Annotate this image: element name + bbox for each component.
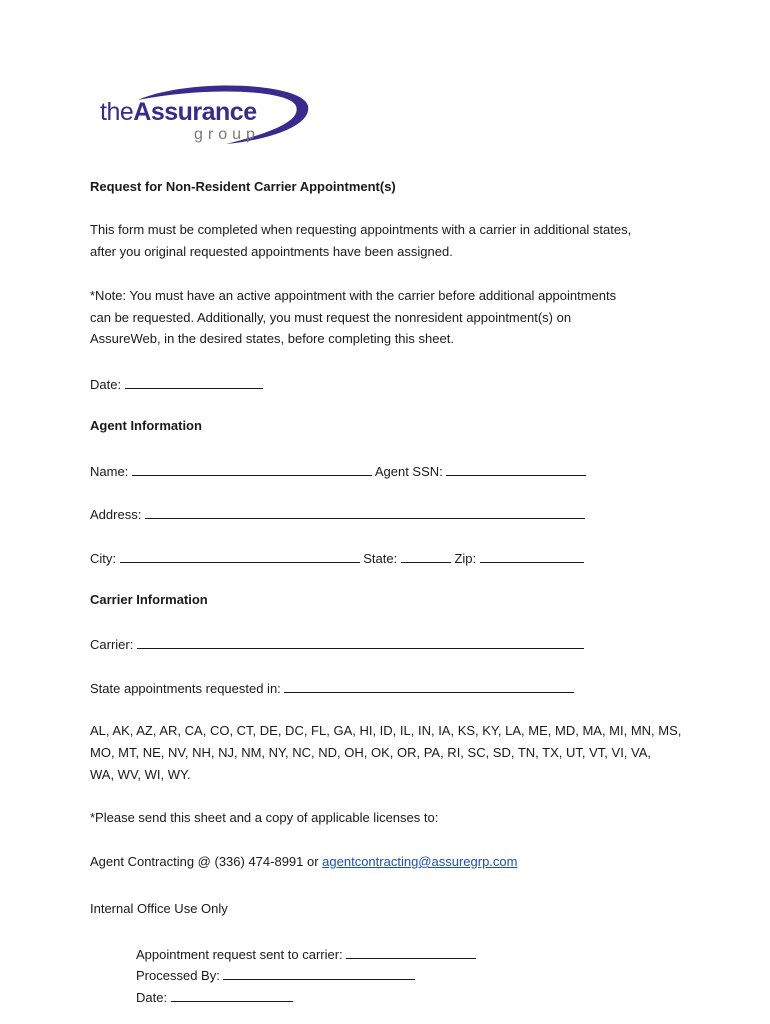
contact-row: [90, 854, 517, 870]
date-row: [90, 375, 263, 393]
appointment-sent-row: [136, 945, 476, 963]
city-row: [90, 549, 584, 567]
state-appointments-field[interactable]: [284, 679, 574, 693]
carrier-label: Carrier:: [90, 637, 134, 652]
ssn-field[interactable]: [446, 462, 586, 476]
contact-prefix: Agent Contracting @ (336) 474-8991 or: [90, 854, 323, 869]
states-line-2: MO, MT, NE, NV, NH, NJ, NM, NY, NC, ND, OH, OK, OR, PA, RI, SC, SD, TN, TX, UT, VT, VI, VA,: [90, 745, 652, 760]
intro-line-1: This form must be completed when requesting appointments with a carrier in additional states,: [90, 222, 632, 237]
date-field[interactable]: [125, 375, 263, 389]
carrier-row: [90, 635, 584, 653]
contact-email-link[interactable]: agentcontracting@assuregrp.com: [322, 854, 518, 869]
appointment-sent-field[interactable]: [346, 945, 476, 959]
ssn-label: Agent SSN:: [374, 464, 443, 479]
processed-by-row: [136, 966, 415, 984]
form-title: Request for Non-Resident Carrier Appointment(s): [90, 179, 396, 194]
name-field[interactable]: [132, 462, 372, 476]
states-line-1: AL, AK, AZ, AR, CA, CO, CT, DE, DC, FL, GA, HI, ID, IL, IN, IA, KS, KY, LA, ME, MD, MA, MI, MN, MS,: [90, 723, 682, 738]
internal-date-label: Date:: [136, 990, 168, 1005]
intro-line-2: after you original requested appointments have been assigned.: [90, 244, 453, 259]
processed-by-label: Processed By:: [136, 968, 220, 983]
note-line-3: AssureWeb, in the desired states, before completing this sheet.: [90, 331, 454, 346]
carrier-field[interactable]: [137, 635, 584, 649]
processed-by-field[interactable]: [223, 966, 415, 980]
zip-label: Zip:: [454, 551, 477, 566]
internal-date-field[interactable]: [171, 988, 293, 1002]
date-label: Date:: [90, 377, 122, 392]
address-label: Address:: [90, 507, 142, 522]
address-field[interactable]: [145, 505, 585, 519]
state-field[interactable]: [401, 549, 451, 563]
state-label: State:: [363, 551, 398, 566]
agent-section-heading: Agent Information: [90, 418, 202, 433]
appointment-sent-label: Appointment request sent to carrier:: [136, 947, 343, 962]
note-line-1: *Note: You must have an active appointment with the carrier before additional appointments: [90, 288, 617, 303]
state-appointments-label: State appointments requested in:: [90, 681, 281, 696]
company-logo: [98, 84, 313, 154]
internal-date-row: [136, 988, 293, 1006]
city-field[interactable]: [120, 549, 360, 563]
internal-section-heading: Internal Office Use Only: [90, 901, 228, 916]
note-line-2: can be requested. Additionally, you must request the nonresident appointment(s) on: [90, 310, 572, 325]
logo-the-text: the: [100, 98, 134, 126]
name-label: Name:: [90, 464, 129, 479]
state-appointments-row: [90, 679, 574, 697]
send-note: *Please send this sheet and a copy of applicable licenses to:: [90, 810, 439, 825]
states-line-3: WA, WV, WI, WY.: [90, 767, 191, 782]
city-label: City:: [90, 551, 116, 566]
name-row: [90, 462, 586, 480]
address-row: [90, 505, 585, 523]
logo-group-text: group: [194, 126, 260, 143]
logo-assurance-text: Assurance: [133, 98, 257, 126]
carrier-section-heading: Carrier Information: [90, 592, 208, 607]
zip-field[interactable]: [480, 549, 584, 563]
